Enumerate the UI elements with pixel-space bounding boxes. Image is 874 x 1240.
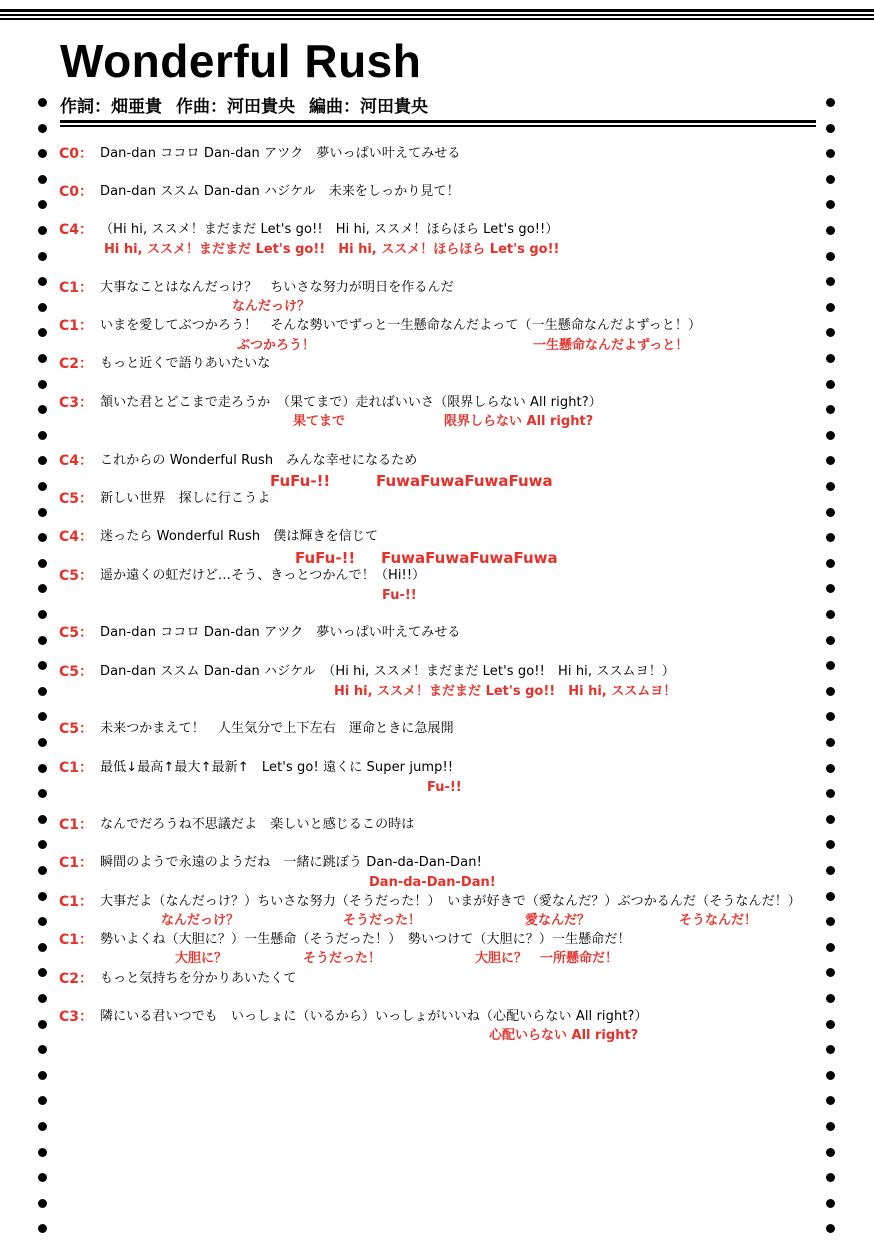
border-dot xyxy=(826,1045,835,1054)
lyric-text: Dan-dan ココロ Dan-dan アツク 夢いっぱい叶えてみせる xyxy=(100,625,461,640)
border-dot xyxy=(38,610,47,619)
lyric-text: 瞬間のようで永遠のようだね 一緒に跳ぼう Dan-da-Dan-Dan! xyxy=(100,855,482,870)
border-dot xyxy=(38,354,47,363)
border-dot xyxy=(38,892,47,901)
lyric-text: 大事だよ（なんだっけ？）ちいさな努力（そうだった！） いまが好きで（愛なんだ？）ぶつかるんだ（そうなんだ！） xyxy=(100,894,801,909)
border-dot xyxy=(826,226,835,235)
composer-label: 作曲： xyxy=(176,97,227,117)
border-dot xyxy=(38,1199,47,1208)
border-dot xyxy=(826,712,835,721)
border-dot xyxy=(826,482,835,491)
border-dot xyxy=(826,98,835,107)
backing-vocal: FuwaFuwaFuwaFuwa xyxy=(376,472,553,490)
backing-vocal: なんだっけ？ xyxy=(161,913,240,928)
part-tag: C5： xyxy=(59,664,94,680)
part-tag: C1： xyxy=(59,318,94,334)
border-dot xyxy=(826,149,835,158)
border-dot xyxy=(826,380,835,389)
border-dot xyxy=(826,1122,835,1131)
border-dot xyxy=(38,1122,47,1131)
part-tag: C1： xyxy=(59,894,94,910)
backing-vocal: Hi hi, ススメ！まだまだ Let's go!! Hi hi, ススメ！ほらほら Let's go!! xyxy=(104,242,560,257)
border-dot xyxy=(826,968,835,977)
border-dot xyxy=(826,738,835,747)
backing-vocal: そうだった！ xyxy=(343,913,422,928)
border-dot xyxy=(38,456,47,465)
border-dot xyxy=(826,764,835,773)
border-dot xyxy=(38,405,47,414)
backing-vocal: FuFu-!! xyxy=(295,549,356,567)
border-dot xyxy=(38,380,47,389)
border-dot xyxy=(826,1148,835,1157)
lyric-text: 遥か遠くの虹だけど…そう、きっとつかんで！（Hi!!） xyxy=(100,568,426,583)
border-dot xyxy=(826,508,835,517)
backing-vocal: そうなんだ！ xyxy=(679,913,758,928)
border-dot xyxy=(826,636,835,645)
lyric-text: もっと近くで語りあいたいな xyxy=(100,356,271,371)
border-dot xyxy=(38,175,47,184)
border-dot xyxy=(38,840,47,849)
part-tag: C1： xyxy=(59,817,94,833)
backing-vocal: 心配いらない All right? xyxy=(489,1028,639,1043)
border-dot xyxy=(826,1096,835,1105)
arranger-name: 河田貴央 xyxy=(360,97,428,117)
border-dot xyxy=(826,200,835,209)
border-dot xyxy=(38,994,47,1003)
border-dot xyxy=(38,764,47,773)
backing-vocal: 大胆に？ xyxy=(175,951,228,966)
part-tag: C3： xyxy=(59,1009,94,1025)
border-dot xyxy=(38,687,47,696)
border-dot xyxy=(826,405,835,414)
part-tag: C1： xyxy=(59,280,94,296)
border-dot xyxy=(38,98,47,107)
border-dot xyxy=(826,943,835,952)
border-dot xyxy=(38,252,47,261)
backing-vocal: FuwaFuwaFuwaFuwa xyxy=(381,549,558,567)
border-dot xyxy=(38,1020,47,1029)
backing-vocal: 大胆に？ 一所懸命だ！ xyxy=(475,951,619,966)
border-dot xyxy=(38,149,47,158)
part-tag: C1： xyxy=(59,760,94,776)
border-dot xyxy=(826,328,835,337)
composer-name: 河田貴央 xyxy=(227,97,295,117)
lyric-text: 頷いた君とどこまで走ろうか （果てまで）走ればいいさ（限界しらない All right?） xyxy=(100,395,602,410)
lyric-text: 勢いよくね（大胆に？）一生懸命（そうだった！） 勢いつけて（大胆に？）一生懸命だ！ xyxy=(100,932,631,947)
backing-vocal: Fu-!! xyxy=(427,780,462,795)
backing-vocal: Hi hi, ススメ！まだまだ Let's go!! Hi hi, ススムヨ！ xyxy=(334,684,677,699)
border-dot xyxy=(826,789,835,798)
part-tag: C2： xyxy=(59,971,94,987)
part-tag: C1： xyxy=(59,932,94,948)
lyric-text: 最低↓最高↑最大↑最新↑ Let's go! 遠くに Super jump!! xyxy=(100,760,454,775)
part-tag: C1： xyxy=(59,855,94,871)
border-dot xyxy=(826,892,835,901)
border-dot xyxy=(38,584,47,593)
border-dot xyxy=(826,1224,835,1233)
credits-line xyxy=(60,96,428,118)
left-dot-border xyxy=(37,98,49,1238)
border-dot xyxy=(826,815,835,824)
border-dot xyxy=(826,124,835,133)
backing-vocal: なんだっけ？ xyxy=(232,299,311,314)
border-dot xyxy=(38,1173,47,1182)
border-dot xyxy=(38,661,47,670)
border-dot xyxy=(38,1045,47,1054)
border-dot xyxy=(38,815,47,824)
border-dot xyxy=(826,1173,835,1182)
border-dot xyxy=(826,866,835,875)
backing-vocal: Dan-da-Dan-Dan! xyxy=(369,875,496,890)
part-tag: C5： xyxy=(59,625,94,641)
top-border-rules xyxy=(0,9,874,21)
border-dot xyxy=(38,636,47,645)
border-dot xyxy=(38,533,47,542)
border-dot xyxy=(38,431,47,440)
border-dot xyxy=(38,943,47,952)
border-dot xyxy=(826,661,835,670)
border-dot xyxy=(38,1096,47,1105)
part-tag: C5： xyxy=(59,568,94,584)
border-dot xyxy=(826,559,835,568)
border-dot xyxy=(38,1071,47,1080)
lyric-text: 大事なことはなんだっけ？ ちいさな努力が明日を作るんだ xyxy=(100,280,454,295)
lyric-text: （Hi hi, ススメ！まだまだ Let's go!! Hi hi, ススメ！ほらほら Let's go!!） xyxy=(100,222,559,237)
border-dot xyxy=(38,277,47,286)
part-tag: C4： xyxy=(59,529,94,545)
border-dot xyxy=(38,917,47,926)
lyric-text: 未来つかまえて！ 人生気分で上下左右 運命ときに急展開 xyxy=(100,721,454,736)
border-dot xyxy=(38,559,47,568)
border-dot xyxy=(826,354,835,363)
backing-vocal: 愛なんだ？ xyxy=(525,913,591,928)
part-tag: C5： xyxy=(59,491,94,507)
border-dot xyxy=(826,1071,835,1080)
border-dot xyxy=(38,738,47,747)
border-dot xyxy=(38,226,47,235)
border-dot xyxy=(826,917,835,926)
border-dot xyxy=(38,968,47,977)
lyric-text: これからの Wonderful Rush みんな幸せになるため xyxy=(100,453,418,468)
lyric-text: Dan-dan ススム Dan-dan ハジケル （Hi hi, ススメ！まだまだ Let's go!! Hi hi, ススムヨ！） xyxy=(100,664,675,679)
border-dot xyxy=(826,431,835,440)
border-dot xyxy=(826,456,835,465)
part-tag: C5： xyxy=(59,721,94,737)
part-tag: C0： xyxy=(59,184,94,200)
lyric-text: もっと気持ちを分かりあいたくて xyxy=(100,971,297,986)
border-dot xyxy=(38,482,47,491)
border-dot xyxy=(38,124,47,133)
arranger-label: 編曲： xyxy=(309,97,360,117)
song-title: Wonderful Rush xyxy=(60,35,422,87)
border-dot xyxy=(38,1224,47,1233)
backing-vocal: FuFu-!! xyxy=(270,472,331,490)
border-dot xyxy=(826,994,835,1003)
lyricist-name: 畑亜貴 xyxy=(111,97,162,117)
border-dot xyxy=(38,508,47,517)
border-dot xyxy=(38,712,47,721)
part-tag: C2： xyxy=(59,356,94,372)
border-dot xyxy=(826,610,835,619)
border-dot xyxy=(826,687,835,696)
lyric-text: いまを愛してぶつかろう！ そんな勢いでずっと一生懸命なんだよって（一生懸命なんだよずっと！） xyxy=(100,318,702,333)
right-dot-border xyxy=(825,98,837,1238)
lyric-text: 迷ったら Wonderful Rush 僕は輝きを信じて xyxy=(100,529,379,544)
border-dot xyxy=(826,1199,835,1208)
lyric-text: 隣にいる君いつでも いっしょに（いるから）いっしょがいいね（心配いらない All right?） xyxy=(100,1009,648,1024)
border-dot xyxy=(826,840,835,849)
part-tag: C3： xyxy=(59,395,94,411)
border-dot xyxy=(826,175,835,184)
border-dot xyxy=(826,533,835,542)
border-dot xyxy=(38,328,47,337)
part-tag: C4： xyxy=(59,453,94,469)
lyric-text: 新しい世界 探しに行こうよ xyxy=(100,491,271,506)
lyric-text: Dan-dan ココロ Dan-dan アツク 夢いっぱい叶えてみせる xyxy=(100,146,461,161)
backing-vocal: 限界しらない All right? xyxy=(444,414,594,429)
border-dot xyxy=(826,303,835,312)
border-dot xyxy=(826,252,835,261)
border-dot xyxy=(826,277,835,286)
border-dot xyxy=(38,789,47,798)
part-tag: C0： xyxy=(59,146,94,162)
border-dot xyxy=(38,200,47,209)
part-tag: C4： xyxy=(59,222,94,238)
backing-vocal: 一生懸命なんだよずっと！ xyxy=(533,338,689,353)
lyric-text: Dan-dan ススム Dan-dan ハジケル 未来をしっかり見て！ xyxy=(100,184,460,199)
border-dot xyxy=(826,1020,835,1029)
lyricist-label: 作詞： xyxy=(60,97,111,117)
lyric-text: なんでだろうね不思議だよ 楽しいと感じるこの時は xyxy=(100,817,415,832)
backing-vocal: 果てまで xyxy=(293,414,346,429)
header-divider xyxy=(60,120,816,128)
border-dot xyxy=(38,303,47,312)
backing-vocal: ぶつかろう！ xyxy=(237,338,316,353)
border-dot xyxy=(826,584,835,593)
backing-vocal: Fu-!! xyxy=(382,588,417,603)
border-dot xyxy=(38,866,47,875)
border-dot xyxy=(38,1148,47,1157)
backing-vocal: そうだった！ xyxy=(303,951,382,966)
